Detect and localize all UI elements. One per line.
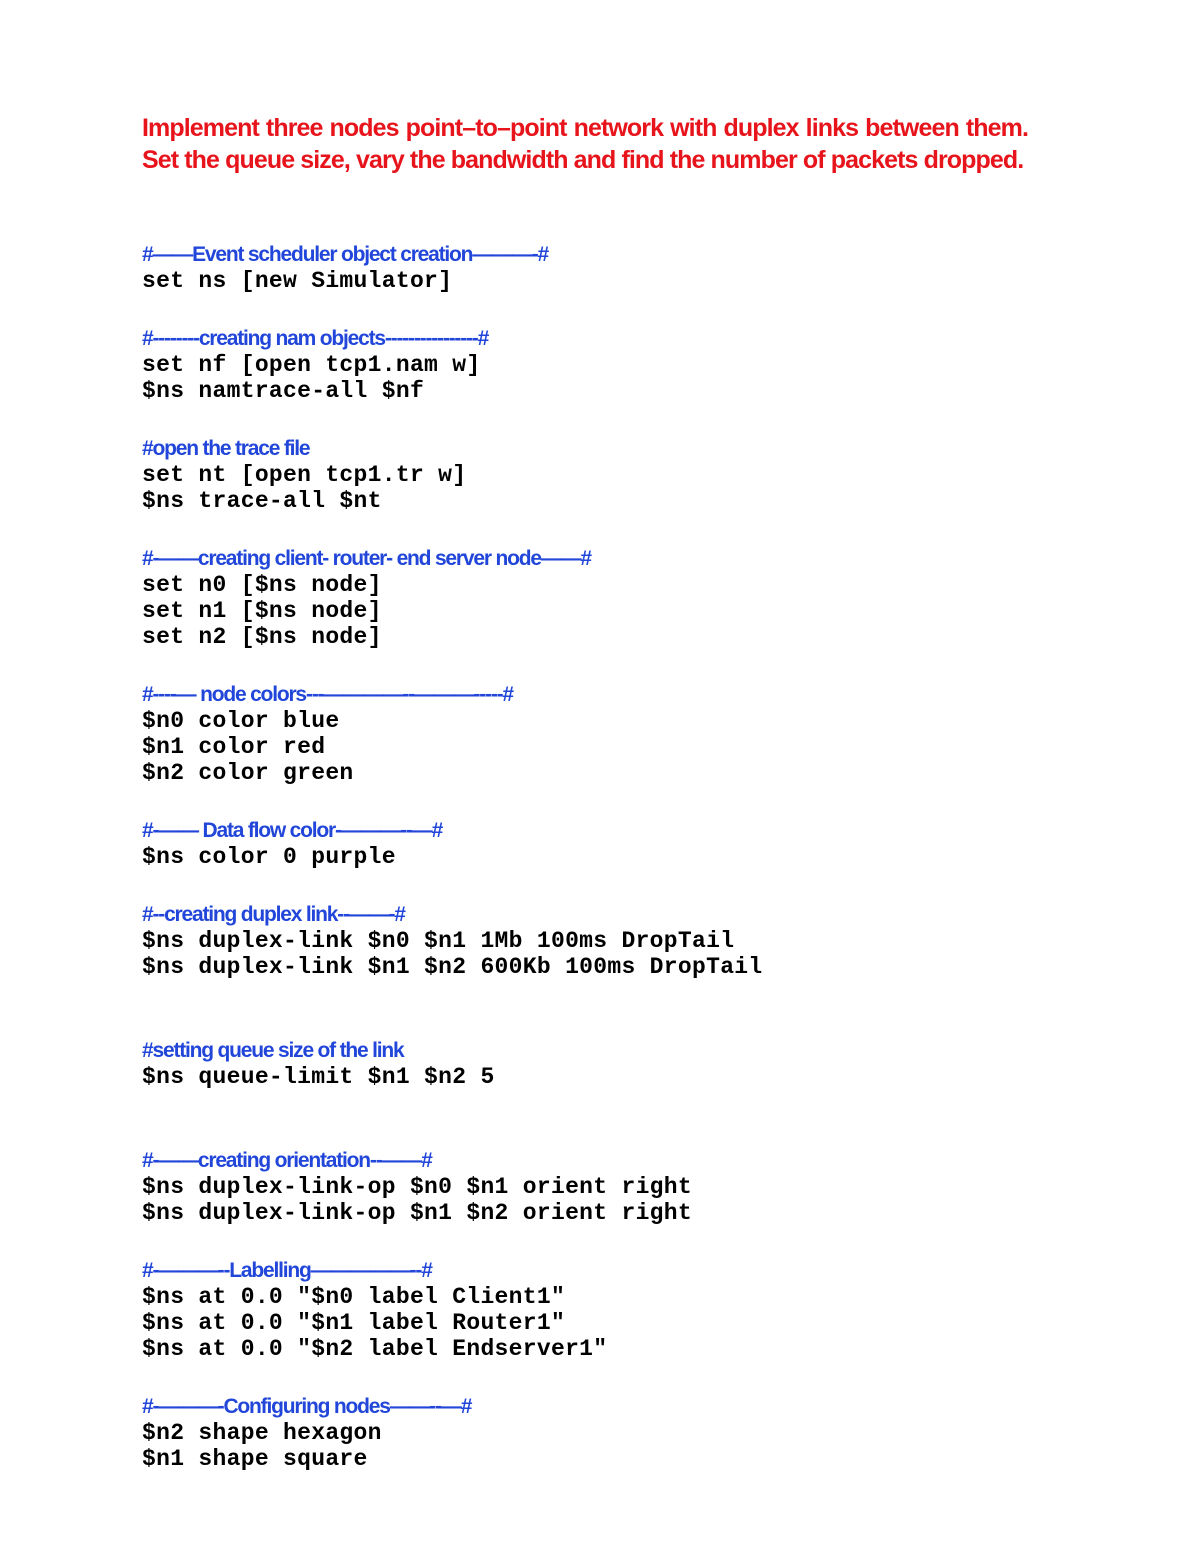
code-section-node-colors — [142, 682, 1028, 786]
code-comment: #setting queue size of the link — [142, 1039, 404, 1062]
code-line: $ns at 0.0 "$n1 label Router1" — [142, 1310, 566, 1336]
code-line: set n2 [$ns node] — [142, 624, 382, 650]
code-section-duplex-link — [142, 902, 1028, 980]
code-comment: #-——creating orientation--——# — [142, 1149, 432, 1172]
code-line: $ns color 0 purple — [142, 844, 396, 870]
code-section-scheduler — [142, 242, 1028, 294]
code-line: $ns duplex-link-op $n1 $n2 orient right — [142, 1200, 692, 1226]
code-line: $ns duplex-link-op $n0 $n1 orient right — [142, 1174, 692, 1200]
code-comment: #——Event scheduler object creation———-# — [142, 243, 548, 266]
code-line: set ns [new Simulator] — [142, 268, 453, 294]
code-line: set n0 [$ns node] — [142, 572, 382, 598]
code-line: $ns duplex-link $n1 $n2 600Kb 100ms DropTail — [142, 954, 763, 980]
code-comment: #-—— Data flow color-———--—# — [142, 819, 443, 842]
code-comment: #-——creating client- router- end server node——# — [142, 547, 591, 570]
code-line: $n1 shape square — [142, 1446, 368, 1472]
code-section-queue-limit — [142, 1038, 1028, 1090]
code-line: set nf [open tcp1.nam w] — [142, 352, 481, 378]
code-line: $ns duplex-link $n0 $n1 1Mb 100ms DropTail — [142, 928, 735, 954]
document-page — [142, 112, 1028, 1472]
code-line: $ns trace-all $nt — [142, 488, 382, 514]
code-section-nodes — [142, 546, 1028, 650]
code-line: $ns at 0.0 "$n0 label Client1" — [142, 1284, 566, 1310]
code-section-nam — [142, 326, 1028, 404]
code-comment: #-———--Labelling—————--# — [142, 1259, 432, 1282]
code-line: $ns namtrace-all $nf — [142, 378, 425, 404]
task-statement: Implement three nodes point–to–point network with duplex links between them. Set the queue size, vary the bandwidth and find the number of packets dropped. — [142, 114, 1028, 174]
code-section-trace — [142, 436, 1028, 514]
code-comment: #-———-Configuring nodes——--—# — [142, 1395, 472, 1418]
code-section-orientation — [142, 1148, 1028, 1226]
code-line: set n1 [$ns node] — [142, 598, 382, 624]
code-section-flow-color — [142, 818, 1028, 870]
code-comment: #--------creating nam objects----------------# — [142, 327, 489, 350]
code-line: $ns queue-limit $n1 $n2 5 — [142, 1064, 495, 1090]
code-comment: #--creating duplex link--——-# — [142, 903, 405, 926]
code-comment: #----— node colors---————--———-----# — [142, 683, 513, 706]
code-line: $n2 shape hexagon — [142, 1420, 382, 1446]
code-line: set nt [open tcp1.tr w] — [142, 462, 467, 488]
code-line: $n1 color red — [142, 734, 326, 760]
code-section-labelling — [142, 1258, 1028, 1362]
code-line: $ns at 0.0 "$n2 label Endserver1" — [142, 1336, 608, 1362]
code-line: $n0 color blue — [142, 708, 340, 734]
code-line: $n2 color green — [142, 760, 354, 786]
code-section-configuring-nodes — [142, 1394, 1028, 1472]
code-comment: #open the trace file — [142, 437, 310, 460]
